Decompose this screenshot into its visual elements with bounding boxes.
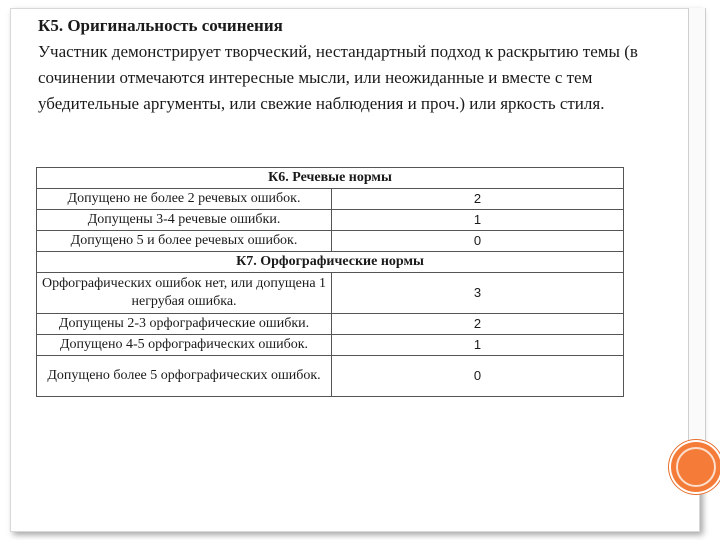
table-row bbox=[37, 273, 624, 314]
k7-row-score: 2 bbox=[332, 314, 624, 335]
table-row bbox=[37, 210, 624, 231]
criteria-table bbox=[36, 167, 624, 397]
k6-header: К6. Речевые нормы bbox=[37, 168, 624, 189]
k5-section bbox=[38, 13, 638, 117]
table-row bbox=[37, 189, 624, 210]
k6-row-desc: Допущено не более 2 речевых ошибок. bbox=[37, 189, 332, 210]
k7-row-score: 1 bbox=[332, 335, 624, 356]
k7-row-desc: Орфографических ошибок нет, или допущена 1 негрубая ошибка. bbox=[37, 273, 332, 314]
table-row bbox=[37, 231, 624, 252]
k6-row-desc: Допущено 5 и более речевых ошибок. bbox=[37, 231, 332, 252]
k7-row-desc: Допущено 4-5 орфографических ошибок. bbox=[37, 335, 332, 356]
k7-row-score: 0 bbox=[332, 356, 624, 397]
k7-row-desc: Допущено более 5 орфографических ошибок. bbox=[37, 356, 332, 397]
decorative-circle-icon bbox=[669, 440, 720, 494]
table-row bbox=[37, 356, 624, 397]
slide-side-bar bbox=[688, 8, 706, 448]
table-row bbox=[37, 314, 624, 335]
k6-row-desc: Допущены 3-4 речевые ошибки. bbox=[37, 210, 332, 231]
k5-description: Участник демонстрирует творческий, нестандартный подход к раскрытию темы (в сочинении отмечаются интересные мысли, или неожиданные и вместе с тем убедительные аргументы, или свежие наблюдения и проч.) или яркость стиля. bbox=[38, 42, 638, 113]
k6-row-score: 0 bbox=[332, 231, 624, 252]
k7-header: К7. Орфографические нормы bbox=[37, 252, 624, 273]
k6-row-score: 2 bbox=[332, 189, 624, 210]
k5-title: К5. Оригинальность сочинения bbox=[38, 16, 283, 35]
k7-row-score: 3 bbox=[332, 273, 624, 314]
k6-row-score: 1 bbox=[332, 210, 624, 231]
k7-row-desc: Допущены 2-3 орфографические ошибки. bbox=[37, 314, 332, 335]
table-row bbox=[37, 335, 624, 356]
